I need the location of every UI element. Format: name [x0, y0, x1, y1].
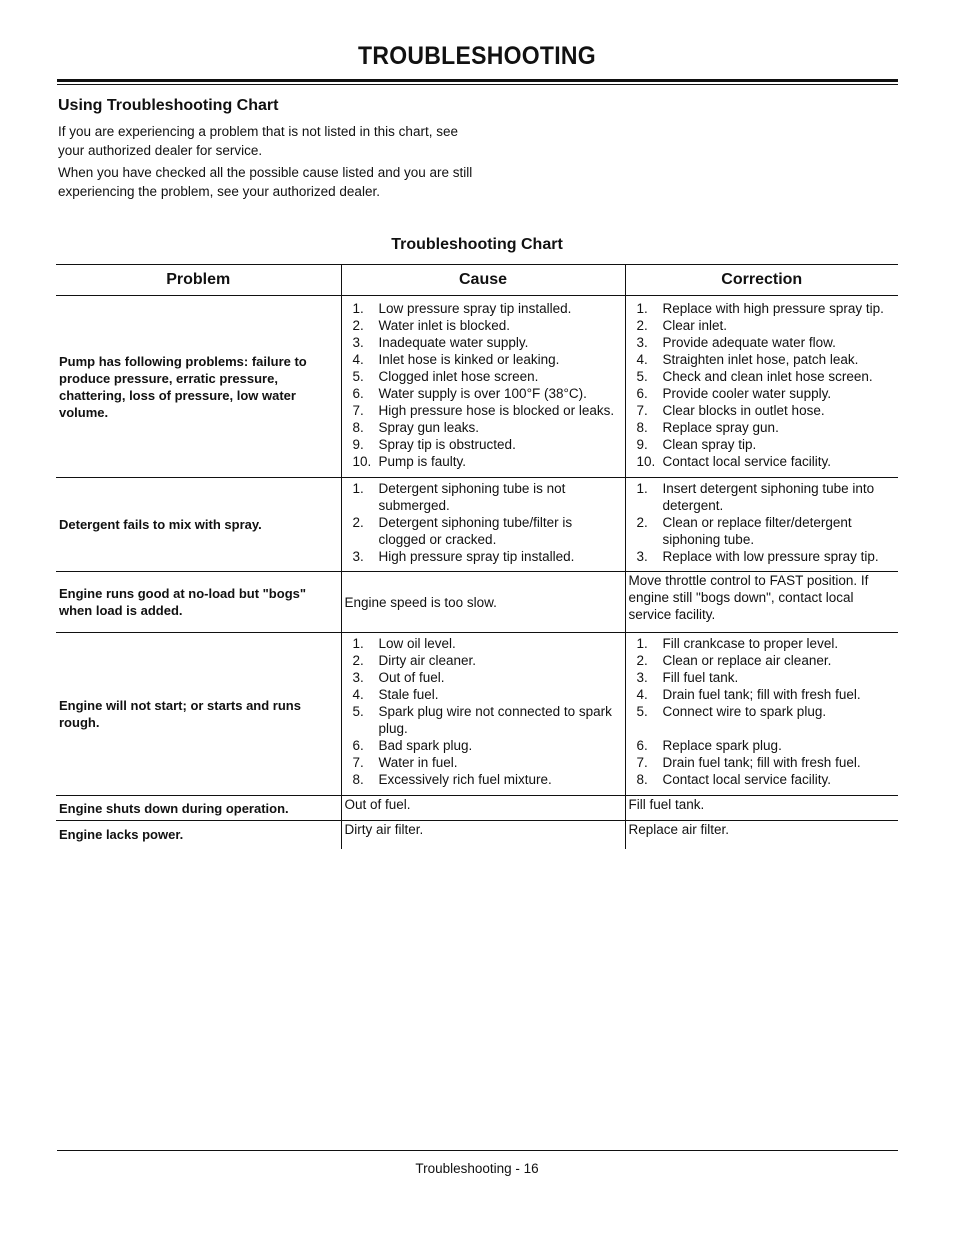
list-item: 1. Low pressure spray tip installed.: [352, 301, 572, 316]
header-cause: Cause: [341, 265, 625, 296]
list-item: 3. High pressure spray tip installed.: [352, 549, 575, 564]
cause-cell: Engine speed is too slow.: [341, 572, 625, 633]
problem-cell: Engine shuts down during operation.: [56, 796, 341, 821]
chart-title: Troubleshooting Chart: [391, 236, 563, 253]
list-item: 3. Out of fuel.: [352, 670, 445, 685]
troubleshooting-table: [56, 264, 898, 849]
page-footer: Troubleshooting - 16: [415, 1161, 539, 1176]
list-item: 2. Clean or replace filter/detergent siphoning tube.: [636, 515, 852, 547]
problem-cell: Engine will not start; or starts and runs rough.: [56, 633, 341, 796]
list-item: 4. Straighten inlet hose, patch leak.: [636, 352, 859, 367]
list-item: 5. Check and clean inlet hose screen.: [636, 369, 873, 384]
problem-cell: Detergent fails to mix with spray.: [56, 478, 341, 572]
correction-cell: [625, 478, 898, 572]
correction-cell: Replace air filter.: [625, 821, 898, 849]
list-item: 7. High pressure hose is blocked or leaks.: [352, 403, 615, 418]
list-item: 8. Excessively rich fuel mixture.: [352, 772, 552, 787]
table-row: [56, 821, 898, 849]
list-item: 6. Water supply is over 100°F (38°C).: [352, 386, 587, 401]
cause-cell: [341, 478, 625, 572]
table-row: [56, 633, 898, 796]
header-correction: Correction: [625, 265, 898, 296]
correction-cell: [625, 296, 898, 478]
correction-cell: Move throttle control to FAST position. If engine still "bogs down", contact local service facility.: [625, 572, 898, 633]
list-item: 3. Inadequate water supply.: [352, 335, 529, 350]
cause-list: [345, 480, 622, 565]
list-item: 6. Bad spark plug.: [352, 738, 473, 753]
correction-list: [629, 635, 896, 788]
footer-rule: [57, 1150, 898, 1151]
cause-list: [345, 300, 622, 470]
table-row: [56, 572, 898, 633]
list-item: 3. Replace with low pressure spray tip.: [636, 549, 879, 564]
list-item: 1. Insert detergent siphoning tube into detergent.: [636, 481, 875, 513]
header-problem: Problem: [56, 265, 341, 296]
list-item: 3. Provide adequate water flow.: [636, 335, 836, 350]
intro-paragraph-2: When you have checked all the possible cause listed and you are still experiencing the problem, see your authorized dealer.: [58, 165, 473, 199]
problem-cell: Engine runs good at no-load but "bogs" when load is added.: [56, 572, 341, 633]
list-item: 2. Water inlet is blocked.: [352, 318, 511, 333]
list-item: 8. Spray gun leaks.: [352, 420, 480, 435]
list-item: 7. Drain fuel tank; fill with fresh fuel.: [636, 755, 861, 770]
correction-list: [629, 300, 896, 470]
list-item: 5. Connect wire to spark plug.: [636, 704, 827, 719]
intro-paragraph-1: If you are experiencing a problem that is not listed in this chart, see your authorized dealer for service.: [58, 124, 458, 158]
list-item: 7. Clear blocks in outlet hose.: [636, 403, 825, 418]
table-header-row: [56, 265, 898, 296]
list-item: 5. Clogged inlet hose screen.: [352, 369, 539, 384]
title-rule-thick: [57, 79, 898, 82]
list-item: 3. Fill fuel tank.: [636, 670, 739, 685]
correction-cell: Fill fuel tank.: [625, 796, 898, 821]
list-item: 6. Replace spark plug.: [636, 738, 782, 753]
list-item: 10. Pump is faulty.: [352, 454, 467, 469]
list-item: 1. Replace with high pressure spray tip.: [636, 301, 884, 316]
list-item: 2. Dirty air cleaner.: [352, 653, 477, 668]
correction-list: [629, 480, 896, 565]
intro-text: [58, 122, 478, 204]
title-rule-thin: [57, 84, 898, 85]
problem-cell: Engine lacks power.: [59, 827, 184, 843]
correction-cell: [625, 633, 898, 796]
list-item: 7. Water in fuel.: [352, 755, 458, 770]
list-item: 8. Replace spray gun.: [636, 420, 779, 435]
problem-cell: Pump has following problems: failure to produce pressure, erratic pressure, chattering, loss of pressure, low water volume.: [56, 296, 341, 478]
list-item: 10. Contact local service facility.: [636, 454, 832, 469]
list-item: 4. Stale fuel.: [352, 687, 439, 702]
list-item: 2. Clear inlet.: [636, 318, 728, 333]
section-heading: Using Troubleshooting Chart: [58, 97, 279, 114]
list-item: 1. Detergent siphoning tube is not submerged.: [352, 481, 566, 513]
table-row: [56, 478, 898, 572]
cause-cell: Dirty air filter.: [341, 821, 625, 849]
list-item: 4. Inlet hose is kinked or leaking.: [352, 352, 560, 367]
list-item: 4. Drain fuel tank; fill with fresh fuel.: [636, 687, 861, 702]
list-item: 1. Fill crankcase to proper level.: [636, 636, 839, 651]
cause-cell: [341, 296, 625, 478]
list-item: 9. Spray tip is obstructed.: [352, 437, 516, 452]
cause-cell: [341, 633, 625, 796]
cause-cell: Out of fuel.: [341, 796, 625, 821]
page-title: TROUBLESHOOTING: [358, 42, 596, 70]
list-item: 6. Provide cooler water supply.: [636, 386, 832, 401]
list-item: 8. Contact local service facility.: [636, 772, 832, 787]
list-item: 2. Detergent siphoning tube/filter is clogged or cracked.: [352, 515, 573, 547]
cause-list: [345, 635, 622, 788]
list-item: 1. Low oil level.: [352, 636, 456, 651]
list-item: 5. Spark plug wire not connected to spark plug.: [352, 704, 612, 736]
table-row: [56, 296, 898, 478]
table-row: [56, 796, 898, 821]
list-item: 9. Clean spray tip.: [636, 437, 757, 452]
list-item: 2. Clean or replace air cleaner.: [636, 653, 832, 668]
